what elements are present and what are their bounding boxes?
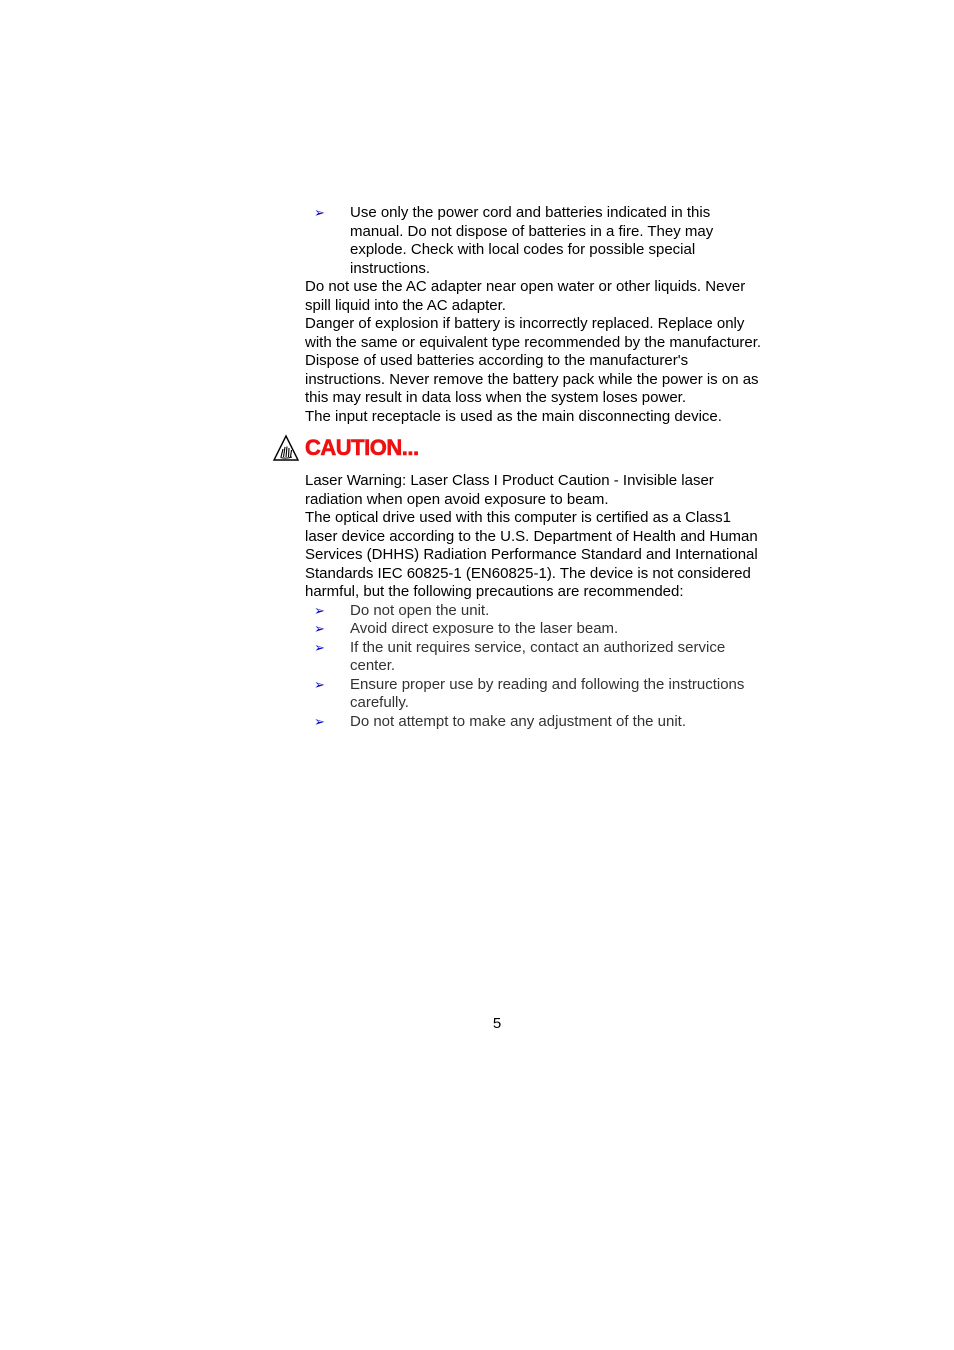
list-item xyxy=(314,620,774,639)
arrow-bullet-icon: ➢ xyxy=(314,639,325,655)
arrow-bullet-icon: ➢ xyxy=(314,621,325,636)
paragraph: Laser Warning: Laser Class I Product Caution - Invisible laser radiation when open avoid exposure to beam. xyxy=(305,472,714,508)
paragraph: Do not use the AC adapter near open water or other liquids. Never spill liquid into the AC adapter. xyxy=(305,278,746,314)
page-number: 5 xyxy=(492,1015,502,1032)
list-item-text: Use only the power cord and batteries indicated in this manual. Do not dispose of batteries in a fire. They may explode. Check with local codes for possible special instructions. xyxy=(350,204,714,277)
list-item xyxy=(314,713,774,732)
caution-label: CAUTION... xyxy=(305,435,419,460)
paragraph: The optical drive used with this computer is certified as a Class1 laser device according to the U.S. Department of Health and Human Services (DHHS) Radiation Performance Standard and International Standards IEC 60825-1 (EN60825-1). The device is not considered harmful, but the following precautions are recommended: xyxy=(305,509,758,600)
list-item-text: Do not open the unit. xyxy=(350,601,490,619)
arrow-bullet-icon: ➢ xyxy=(314,205,325,220)
arrow-bullet-icon: ➢ xyxy=(314,602,325,618)
list-item xyxy=(314,676,774,713)
list-item-text: Do not attempt to make any adjustment of the unit. xyxy=(350,712,687,730)
list-item-text: Avoid direct exposure to the laser beam. xyxy=(350,620,619,637)
arrow-bullet-icon: ➢ xyxy=(314,676,325,692)
paragraph: The input receptacle is used as the main disconnecting device. xyxy=(305,407,722,425)
caution-hand-icon xyxy=(272,434,300,462)
list-item xyxy=(314,602,774,621)
paragraph: Danger of explosion if battery is incorrectly replaced. Replace only with the same or equivalent type recommended by the manufacturer. Dispose of used batteries according to the manufacturer's instructions. Never remove the battery pack while the power is on as this may result in data loss when the system loses power. xyxy=(305,315,762,406)
arrow-bullet-icon: ➢ xyxy=(314,713,325,729)
list-item xyxy=(314,639,774,676)
list-item-text: If the unit requires service, contact an authorized service center. xyxy=(350,638,726,674)
caution-heading xyxy=(305,428,765,468)
list-item xyxy=(314,204,774,278)
list-item-text: Ensure proper use by reading and following the instructions carefully. xyxy=(350,675,745,711)
page-content xyxy=(305,204,765,731)
